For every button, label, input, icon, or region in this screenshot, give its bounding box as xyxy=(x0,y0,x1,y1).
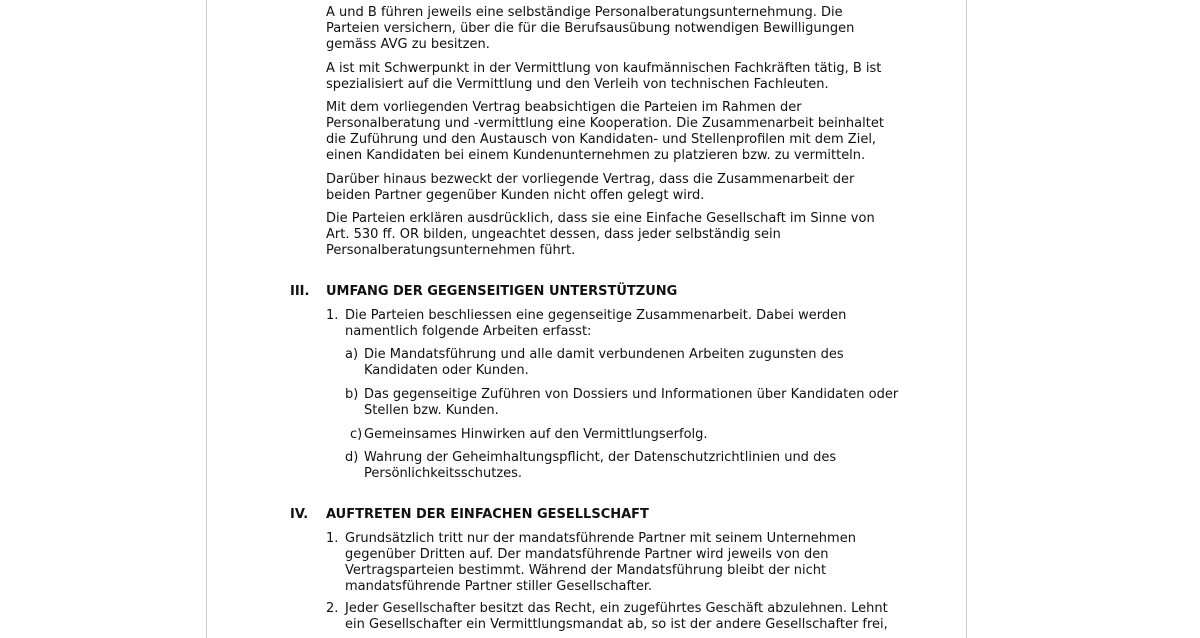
intro-line: einen Kandidaten bei einem Kundenunternehmen zu platzieren bzw. zu vermitteln. xyxy=(326,148,866,163)
intro-line: Parteien versichern, über die für die Berufsausübung notwendigen Bewilligungen xyxy=(326,21,855,36)
intro-line: Personalberatungsunternehmen führt. xyxy=(326,243,576,258)
section-number: III. xyxy=(290,284,310,299)
list-item-line: namentlich folgende Arbeiten erfasst: xyxy=(345,324,592,339)
list-item-number: 1. xyxy=(326,531,339,546)
list-item-number: 1. xyxy=(326,308,339,323)
list-item-line: Jeder Gesellschafter besitzt das Recht, ein zugeführtes Geschäft abzulehnen. Lehnt xyxy=(345,601,888,616)
intro-line: die Zuführung und den Austausch von Kandidaten- und Stellenprofilen mit dem Ziel, xyxy=(326,132,877,147)
intro-line: A ist mit Schwerpunkt in der Vermittlung von kaufmännischen Fachkräften tätig, B ist xyxy=(326,61,882,76)
section-number: IV. xyxy=(290,507,309,522)
list-item-line: Grundsätzlich tritt nur der mandatsführende Partner mit seinem Unternehmen xyxy=(345,531,856,546)
subitem-label: c) xyxy=(350,427,363,442)
subitem-label: a) xyxy=(345,347,359,362)
intro-line: Art. 530 ff. OR bilden, ungeachtet dessen, dass jeder selbständig sein xyxy=(326,227,781,242)
subitem-label: d) xyxy=(345,450,359,465)
list-item-number: 2. xyxy=(326,601,339,616)
section-heading: AUFTRETEN DER EINFACHEN GESELLSCHAFT xyxy=(326,507,649,522)
subitem-line: Die Mandatsführung und alle damit verbundenen Arbeiten zugunsten des xyxy=(364,347,844,362)
subitem-line: Wahrung der Geheimhaltungspflicht, der Datenschutzrichtlinien und des xyxy=(364,450,837,465)
intro-line: Mit dem vorliegenden Vertrag beabsichtigen die Parteien im Rahmen der xyxy=(326,100,802,115)
intro-line: gemäss AVG zu besitzen. xyxy=(326,37,490,52)
subitem-line: Das gegenseitige Zuführen von Dossiers und Informationen über Kandidaten oder xyxy=(364,387,899,402)
list-item-line: mandatsführende Partner stiller Gesellschafter. xyxy=(345,579,653,594)
list-item-line: Vertragsparteien bestimmt. Während der Mandatsführung bleibt der nicht xyxy=(345,563,827,578)
subitem-line: Kandidaten oder Kunden. xyxy=(364,363,529,378)
section-heading: UMFANG DER GEGENSEITIGEN UNTERSTÜTZUNG xyxy=(326,284,678,299)
intro-line: Personalberatung und -vermittlung eine Kooperation. Die Zusammenarbeit beinhaltet xyxy=(326,116,884,131)
subitem-label: b) xyxy=(345,387,359,402)
intro-line: Die Parteien erklären ausdrücklich, dass sie eine Einfache Gesellschaft im Sinne von xyxy=(326,211,875,226)
list-item-line: ein Gesellschafter ein Vermittlungsmandat ab, so ist der andere Gesellschafter frei, xyxy=(345,617,888,632)
subitem-line: Gemeinsames Hinwirken auf den Vermittlungserfolg. xyxy=(364,427,708,442)
intro-line: beiden Partner gegenüber Kunden nicht offen gelegt wird. xyxy=(326,188,705,203)
intro-line: spezialisiert auf die Vermittlung und den Verleih von technischen Fachleuten. xyxy=(326,77,829,92)
subitem-line: Stellen bzw. Kunden. xyxy=(364,403,499,418)
subitem-line: Persönlichkeitsschutzes. xyxy=(364,466,523,481)
intro-line: A und B führen jeweils eine selbständige Personalberatungsunternehmung. Die xyxy=(326,5,843,20)
list-item-line: gegenüber Dritten auf. Der mandatsführende Partner wird jeweils von den xyxy=(345,547,829,562)
intro-line: Darüber hinaus bezweckt der vorliegende Vertrag, dass die Zusammenarbeit der xyxy=(326,172,855,187)
list-item-line: Die Parteien beschliessen eine gegenseitige Zusammenarbeit. Dabei werden xyxy=(345,308,847,323)
